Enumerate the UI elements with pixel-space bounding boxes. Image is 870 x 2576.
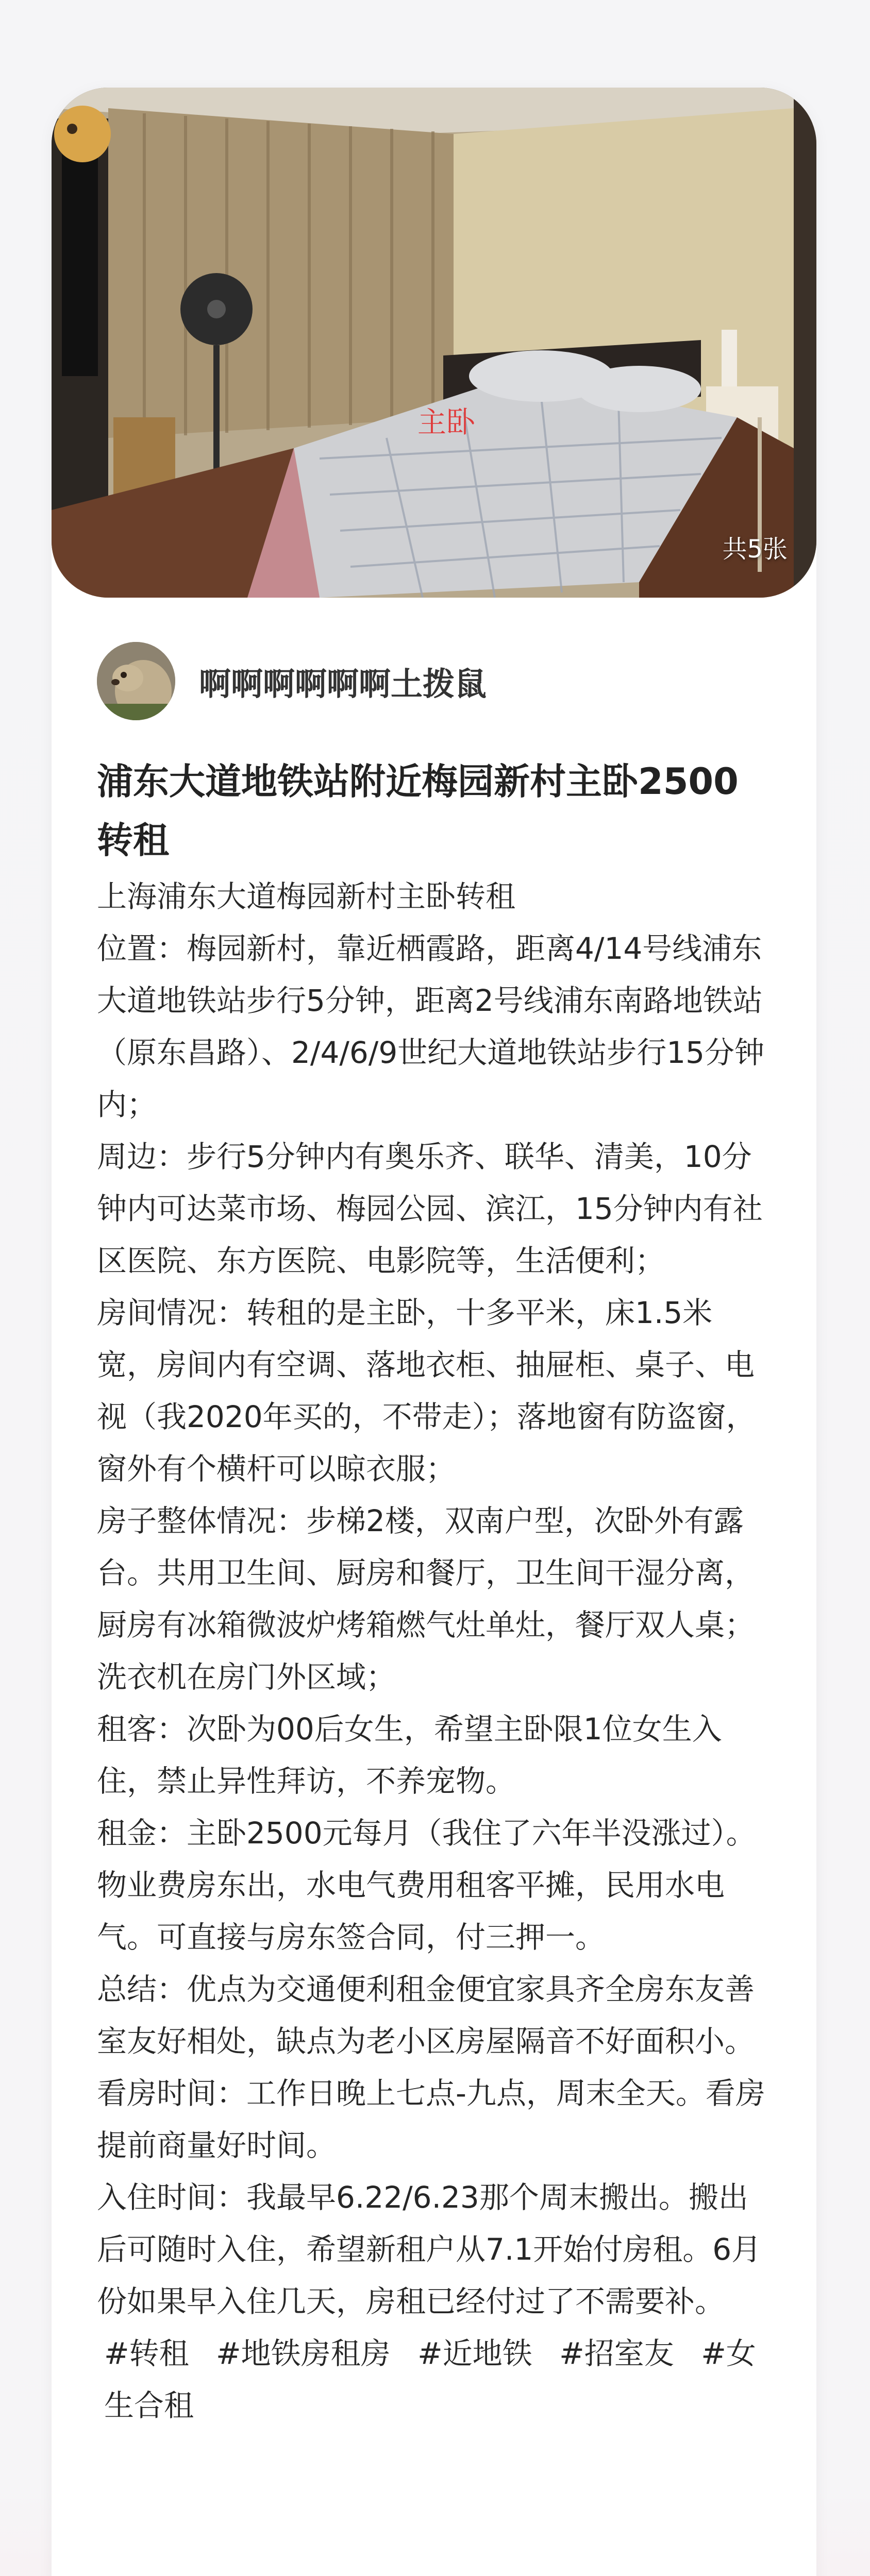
photo-room-tag: 主卧 [417,406,475,439]
note-card [52,88,816,2576]
post-paragraph: 周边：步行5分钟内有奥乐齐、联华、清美，10分钟内可达菜市场、梅园公园、滨江，15分钟内有社区医院、东方医院、电影院等，生活便利； [97,1139,763,1278]
post-title: 浦东大道地铁站附近梅园新村主卧2500转租 [97,760,739,861]
post-paragraph: 入住时间：我最早6.22/6.23那个周末搬出。搬出后可随时入住，希望新租户从7.1开始付房租。6月份如果早入住几天，房租已经付过了不需要补。 [97,2180,762,2319]
author-row[interactable] [97,640,487,722]
post-paragraph: 总结：优点为交通便利租金便宜家具齐全房东友善室友好相处，缺点为老小区房屋隔音不好面积小。 [97,1972,755,2059]
post-body [97,871,767,2432]
post-paragraph: 位置：梅园新村，靠近栖霞路，距离4/14号线浦东大道地铁站步行5分钟，距离2号线浦东南路地铁站（原东昌路）、2/4/6/9世纪大道地铁站步行15分钟内； [97,931,765,1122]
post-paragraph: 上海浦东大道梅园新村主卧转租 [97,879,516,914]
post-paragraph: 房子整体情况：步梯2楼，双南户型，次卧外有露台。共用卫生间、厨房和餐厅，卫生间干湿分离，厨房有冰箱微波炉烤箱燃气灶单灶，餐厅双人桌；洗衣机在房门外区域； [97,1503,755,1694]
tag-list [97,2328,767,2432]
avatar[interactable] [97,642,175,720]
post-paragraph: 租金：主卧2500元每月（我住了六年半没涨过）。物业费房东出，水电气费用租客平摊，民用水电气。可直接与房东签合同，付三押一。 [97,1816,756,1955]
post-paragraph: 租客：次卧为00后女生，希望主卧限1位女生入住，禁止异性拜访，不养宠物。 [97,1711,722,1799]
post-paragraph: 看房时间：工作日晚上七点-九点，周末全天。看房提前商量好时间。 [97,2076,765,2163]
tag-link[interactable]: #女生合租 [104,2336,756,2423]
photo-count: 共5张 [722,535,788,564]
author-name[interactable]: 啊啊啊啊啊啊土拨鼠 [199,665,487,703]
tag-link[interactable]: #地铁房租房 [216,2336,391,2371]
post-paragraph: 房间情况：转租的是主卧，十多平米，床1.5米宽，房间内有空调、落地衣柜、抽屉柜、桌子、电视（我2020年买的，不带走）；落地窗有防盗窗，窗外有个横杆可以晾衣服； [97,1295,756,1486]
room-photo[interactable] [52,88,816,598]
tag-link[interactable]: #转租 [104,2336,189,2371]
groundhog-avatar-icon [97,642,175,720]
tag-link[interactable]: #招室友 [559,2336,674,2371]
bedroom-photo-image [52,88,816,598]
tag-link[interactable]: #近地铁 [417,2336,532,2371]
